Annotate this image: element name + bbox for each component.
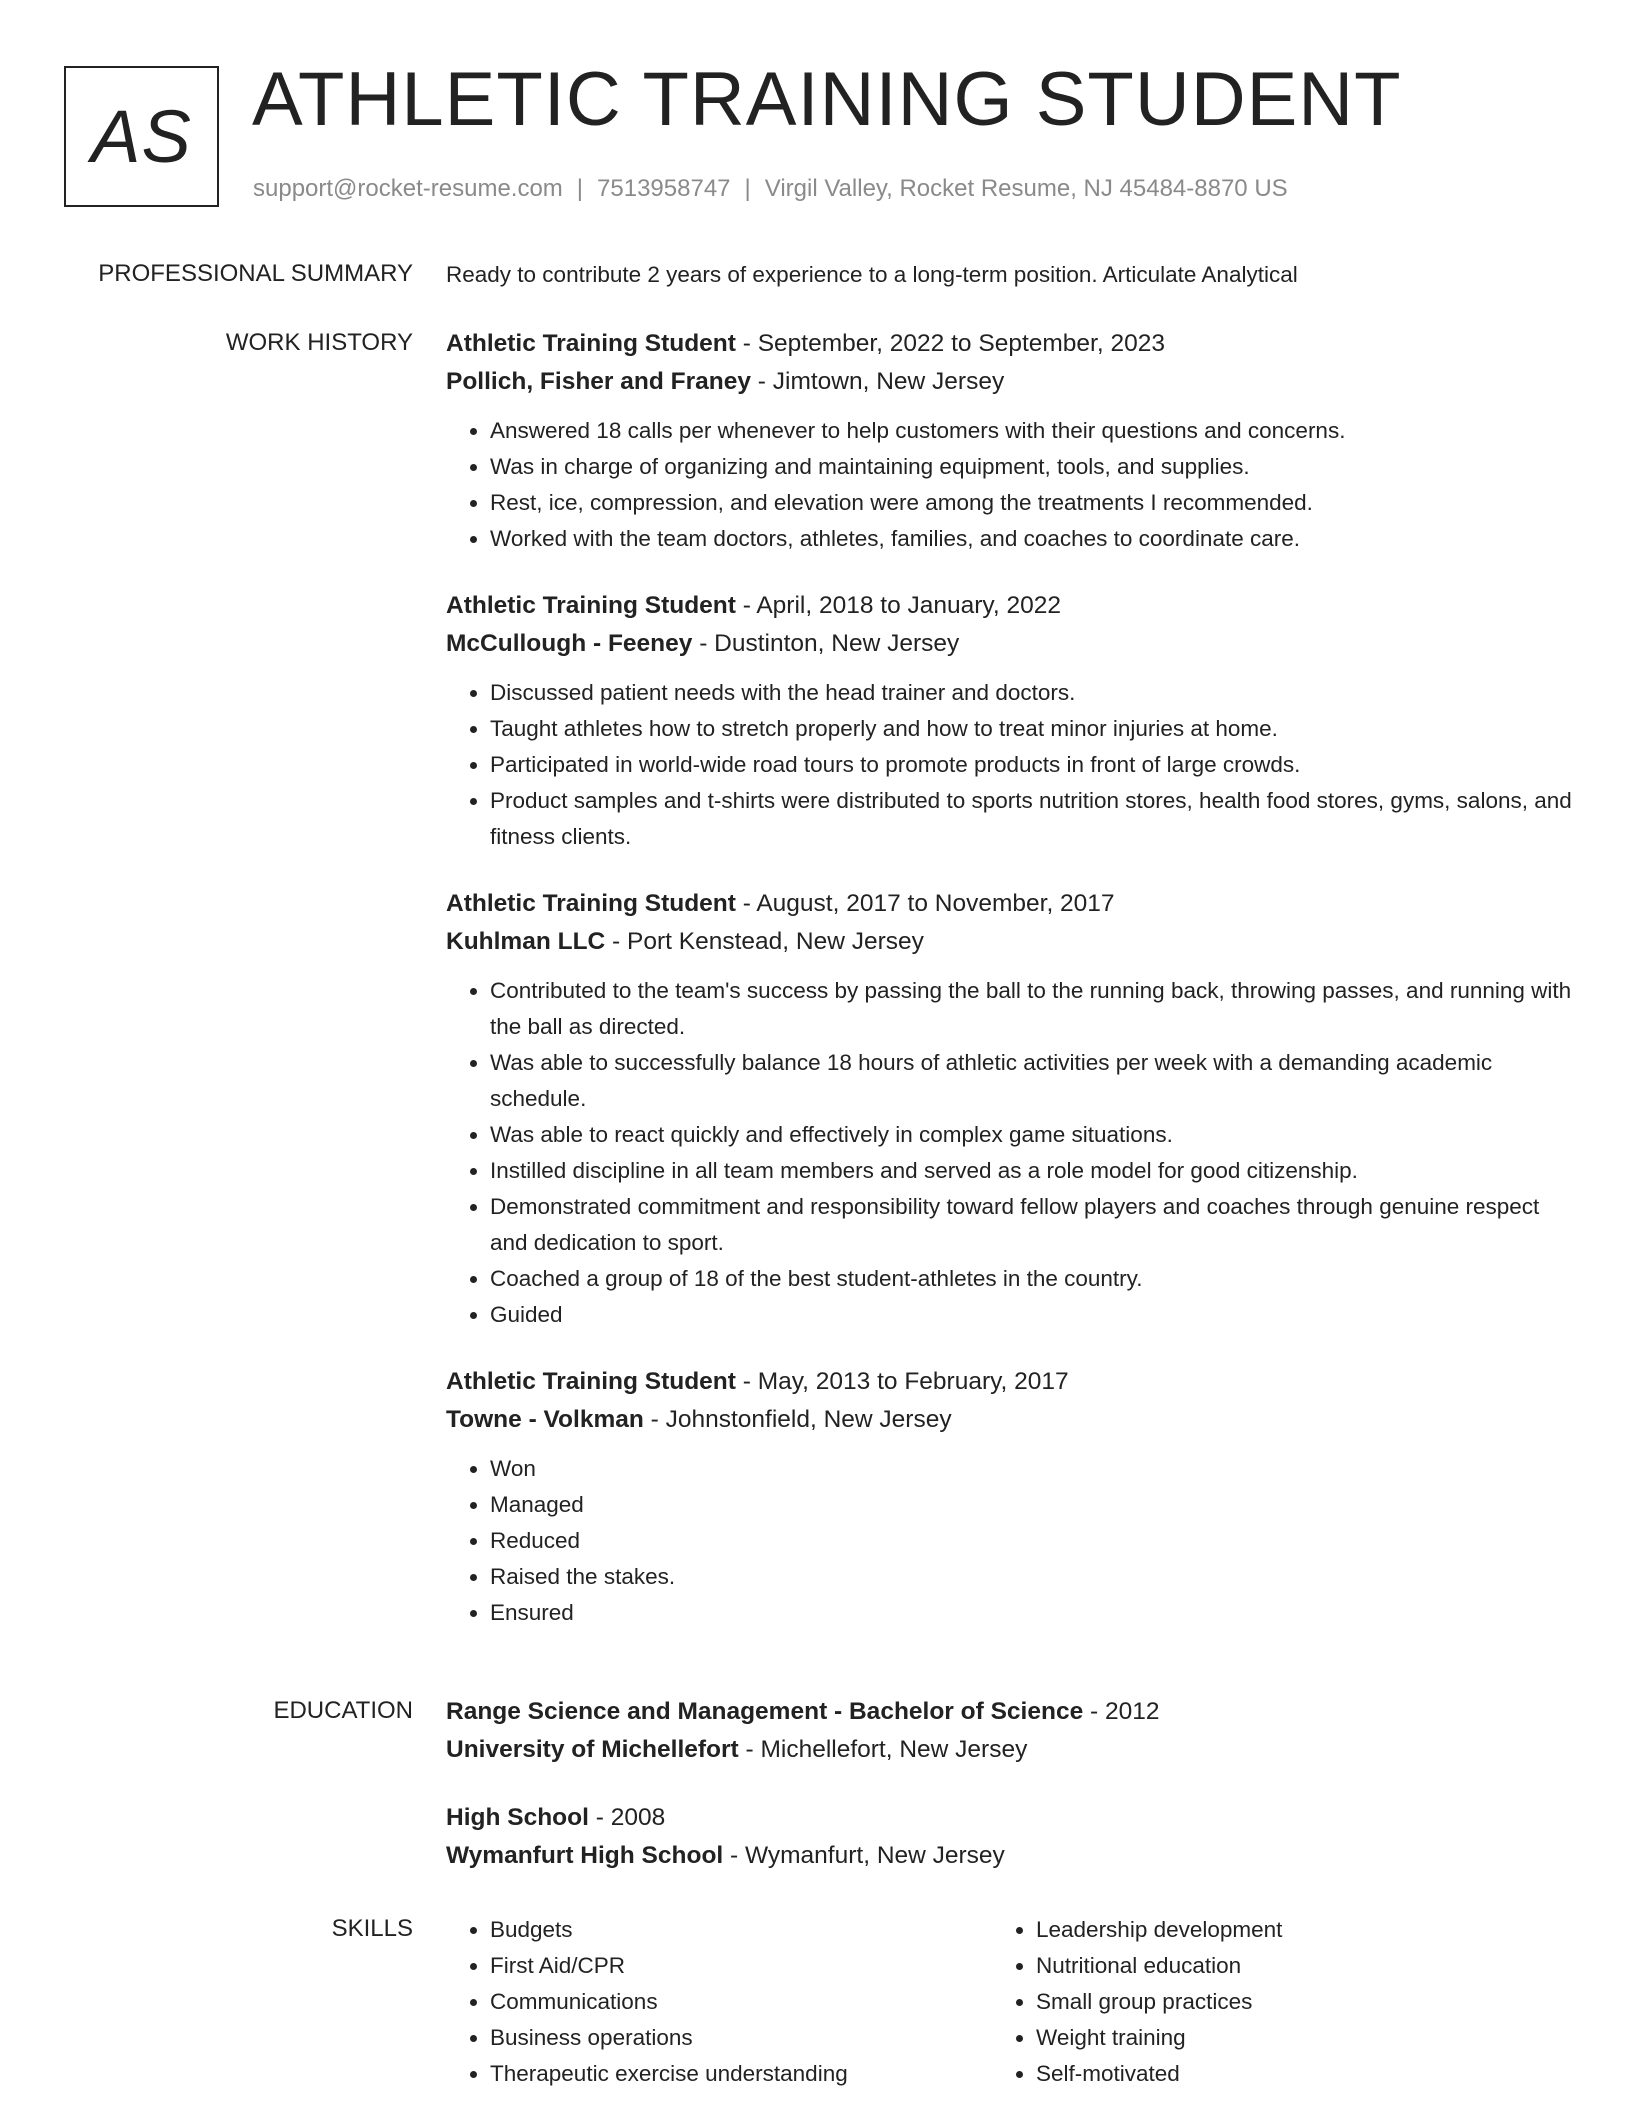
list-item: • Raised the stakes. [490, 1559, 1576, 1595]
skill-item: • Nutritional education [1036, 1948, 1538, 1984]
job-company-line [446, 923, 1576, 961]
job-bullets [446, 413, 1576, 557]
skill-item: • Small group practices [1036, 1984, 1538, 2020]
skills [446, 1912, 1576, 2092]
job-company: Pollich, Fisher and Franey [446, 368, 751, 395]
job-title-line [446, 587, 1576, 625]
contact-line [253, 175, 1288, 203]
contact-separator: | [744, 175, 751, 202]
contact-phone[interactable]: 7513958747 [597, 175, 731, 202]
education-entry [446, 1693, 1576, 1769]
list-item: • Instilled discipline in all team members and served as a role model for good citizenship. [490, 1153, 1576, 1189]
list-item: • Worked with the team doctors, athletes, families, and coaches to coordinate care. [490, 521, 1576, 557]
job-title: Athletic Training Student [446, 330, 736, 357]
skill-item: • Weight training [1036, 2020, 1538, 2056]
job-location: - Port Kenstead, New Jersey [605, 928, 924, 955]
skill-item: • First Aid/CPR [490, 1948, 992, 1984]
job-bullets [446, 1451, 1576, 1631]
monogram-initials: AS [91, 95, 192, 178]
list-item: • Was able to react quickly and effectively in complex game situations. [490, 1117, 1576, 1153]
list-item: • Ensured [490, 1595, 1576, 1631]
skill-item: • Communications [490, 1984, 992, 2020]
list-item: • Was able to successfully balance 18 hours of athletic activities per week with a demanding academic schedule. [490, 1045, 1576, 1117]
job-title-line [446, 325, 1576, 363]
skills-list [446, 1912, 992, 2092]
job-dates: - August, 2017 to November, 2017 [735, 890, 1115, 917]
job-company: Towne - Volkman [446, 1406, 644, 1433]
list-item: • Guided [490, 1297, 1576, 1333]
education-year: - 2012 [1083, 1698, 1160, 1725]
education-school: University of Michellefort [446, 1736, 739, 1763]
education-degree: Range Science and Management - Bachelor of Science [446, 1698, 1084, 1725]
list-item: • Answered 18 calls per whenever to help customers with their questions and concerns. [490, 413, 1576, 449]
job-entry [446, 587, 1576, 855]
education-degree-line [446, 1693, 1576, 1731]
skill-item: • Self-motivated [1036, 2056, 1538, 2092]
skills-column-left [446, 1912, 992, 2092]
skill-item: • Business operations [490, 2020, 992, 2056]
job-company-line [446, 1401, 1576, 1439]
job-company: Kuhlman LLC [446, 928, 606, 955]
job-title: Athletic Training Student [446, 592, 736, 619]
job-entry [446, 885, 1576, 1333]
education-school-line [446, 1837, 1576, 1875]
skill-item: • Budgets [490, 1912, 992, 1948]
list-item: • Was in charge of organizing and maintaining equipment, tools, and supplies. [490, 449, 1576, 485]
education [446, 1693, 1576, 1905]
contact-separator: | [576, 175, 584, 202]
skills-column-right [992, 1912, 1538, 2092]
list-item: • Taught athletes how to stretch properly and how to treat minor injuries at home. [490, 711, 1576, 747]
job-dates: - April, 2018 to January, 2022 [735, 592, 1061, 619]
summary-text: Ready to contribute 2 years of experience to a long-term position. Articulate Analytical [446, 262, 1298, 287]
job-location: - Jimtown, New Jersey [750, 368, 1005, 395]
education-entry [446, 1799, 1576, 1875]
job-title: Athletic Training Student [446, 1368, 736, 1395]
job-dates: - September, 2022 to September, 2023 [735, 330, 1165, 357]
job-title-line [446, 885, 1576, 923]
list-item: • Participated in world-wide road tours to promote products in front of large crowds. [490, 747, 1576, 783]
monogram-box [64, 66, 219, 207]
list-item: • Managed [490, 1487, 1576, 1523]
list-item: • Rest, ice, compression, and elevation were among the treatments I recommended. [490, 485, 1576, 521]
education-degree-line [446, 1799, 1576, 1837]
job-title-line [446, 1363, 1576, 1401]
education-degree: High School [446, 1804, 589, 1831]
education-school-line [446, 1731, 1576, 1769]
contact-address: Virgil Valley, Rocket Resume, NJ 45484-8870 US [764, 175, 1288, 202]
education-school: Wymanfurt High School [446, 1842, 724, 1869]
skill-item: • Leadership development [1036, 1912, 1538, 1948]
education-location: - Wymanfurt, New Jersey [723, 1842, 1005, 1869]
education-location: - Michellefort, New Jersey [738, 1736, 1028, 1763]
job-company: McCullough - Feeney [446, 630, 693, 657]
list-item: • Discussed patient needs with the head trainer and doctors. [490, 675, 1576, 711]
contact-email[interactable]: support@rocket-resume.com [253, 175, 563, 202]
list-item: • Coached a group of 18 of the best student-athletes in the country. [490, 1261, 1576, 1297]
list-item: • Product samples and t-shirts were distributed to sports nutrition stores, health food stores, gyms, salons, and fitness clients. [490, 783, 1576, 855]
job-location: - Johnstonfield, New Jersey [643, 1406, 952, 1433]
job-title: Athletic Training Student [446, 890, 736, 917]
skills-list [992, 1912, 1538, 2092]
work-history [446, 325, 1576, 1661]
list-item: • Contributed to the team's success by passing the ball to the running back, throwing passes, and running with the ball as directed. [490, 973, 1576, 1045]
job-company-line [446, 363, 1576, 401]
education-year: - 2008 [588, 1804, 666, 1831]
job-dates: - May, 2013 to February, 2017 [735, 1368, 1069, 1395]
resume-name: ATHLETIC TRAINING STUDENT [252, 57, 1402, 142]
job-entry [446, 325, 1576, 557]
skills-grid [446, 1912, 1576, 2092]
job-location: - Dustinton, New Jersey [692, 630, 960, 657]
section-label-skills: SKILLS [331, 1915, 413, 1942]
section-label-work-history: WORK HISTORY [225, 329, 413, 356]
skill-item: • Therapeutic exercise understanding [490, 2056, 992, 2092]
list-item: • Won [490, 1451, 1576, 1487]
job-company-line [446, 625, 1576, 663]
list-item: • Reduced [490, 1523, 1576, 1559]
list-item: • Demonstrated commitment and responsibility toward fellow players and coaches through genuine respect and dedication to sport. [490, 1189, 1576, 1261]
job-bullets [446, 973, 1576, 1333]
section-label-education: EDUCATION [273, 1697, 413, 1724]
job-entry [446, 1363, 1576, 1631]
job-bullets [446, 675, 1576, 855]
section-label-summary: PROFESSIONAL SUMMARY [98, 260, 413, 287]
